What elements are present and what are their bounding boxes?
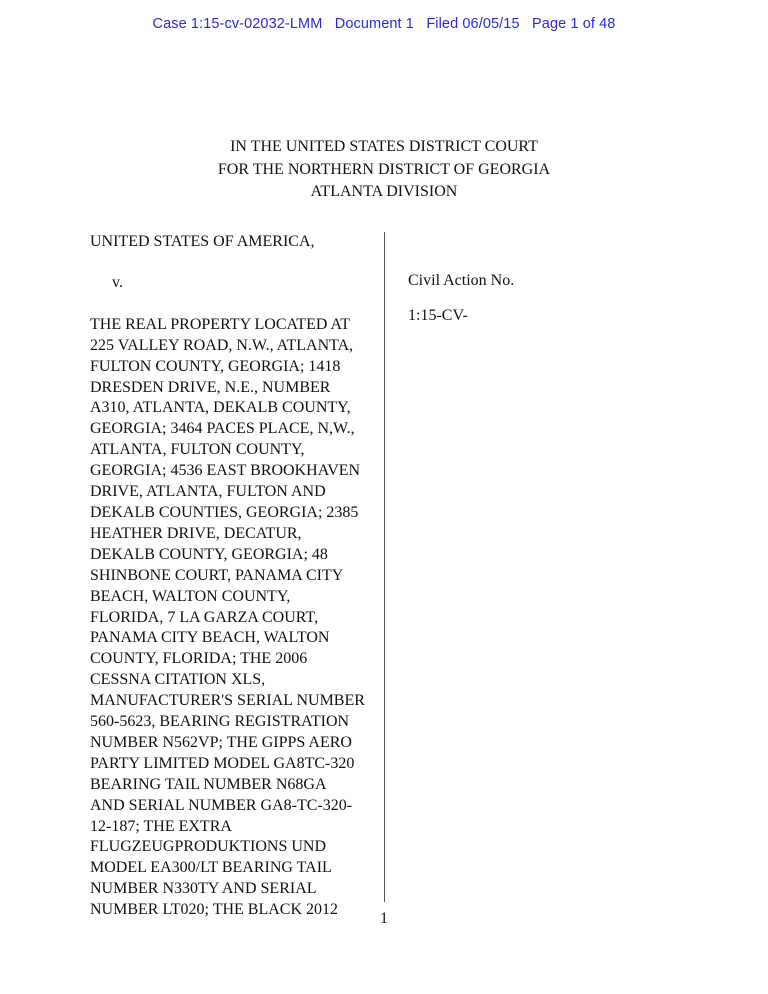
court-heading-line3: ATLANTA DIVISION — [310, 183, 458, 200]
case-caption-parties — [90, 232, 385, 921]
court-heading-line2: FOR THE NORTHERN DISTRICT OF GEORGIA — [217, 160, 551, 178]
civil-action-number: 1:15-CV- — [408, 306, 468, 324]
versus-label: v. — [112, 273, 123, 291]
caption-divider — [384, 232, 385, 902]
defendant-property-description: THE REAL PROPERTY LOCATED AT 225 VALLEY ROAD, N.W., ATLANTA, FULTON COUNTY, GEORGIA; 1418 DRESDEN DRIVE, N.E., NUMBER A310, ATLANTA, DEKALB COUNTY, GEORGIA; 3464 PACES PLACE, N,W., ATLANTA, FULTON COUNTY, GEORGIA; 4536 EAST BROOKHAVEN DRIVE, ATLANTA, FULTON AND DEKALB COUNTIES, GEORGIA; 2385 HEATHER DRIVE, DECATUR, DEKALB COUNTY, GEORGIA; 48 SHINBONE COURT, PANAMA CITY BEACH, WALTON COUNTY, FLORIDA, 7 LA GARZA COURT, PANAMA CITY BEACH, WALTON COUNTY, FLORIDA; THE 2006 CESSNA CITATION XLS, MANUFACTURER'S SERIAL NUMBER 560-5623, BEARING REGISTRATION NUMBER N562VP; THE GIPPS AERO PARTY LIMITED MODEL GA8TC-320 BEARING TAIL NUMBER N68GA AND SERIAL NUMBER GA8-TC-320- 12-187; THE EXTRA FLUGZEUGPRODUKTIONS UND MODEL EA300/LT BEARING TAIL NUMBER N330TY AND SERIAL NUMBER LT020; THE BLACK 2012 — [90, 315, 365, 919]
civil-action-label: Civil Action No. — [408, 272, 515, 289]
plaintiff-name: UNITED STATES OF AMERICA, — [90, 233, 315, 250]
case-caption-civil-action — [408, 271, 514, 327]
court-heading-line1: IN THE UNITED STATES DISTRICT COURT — [230, 138, 538, 155]
court-heading — [0, 136, 768, 204]
page-number: 1 — [380, 910, 388, 927]
case-header-stamp: Case 1:15-cv-02032-LMM Document 1 Filed 06/05/15 Page 1 of 48 — [152, 16, 616, 32]
